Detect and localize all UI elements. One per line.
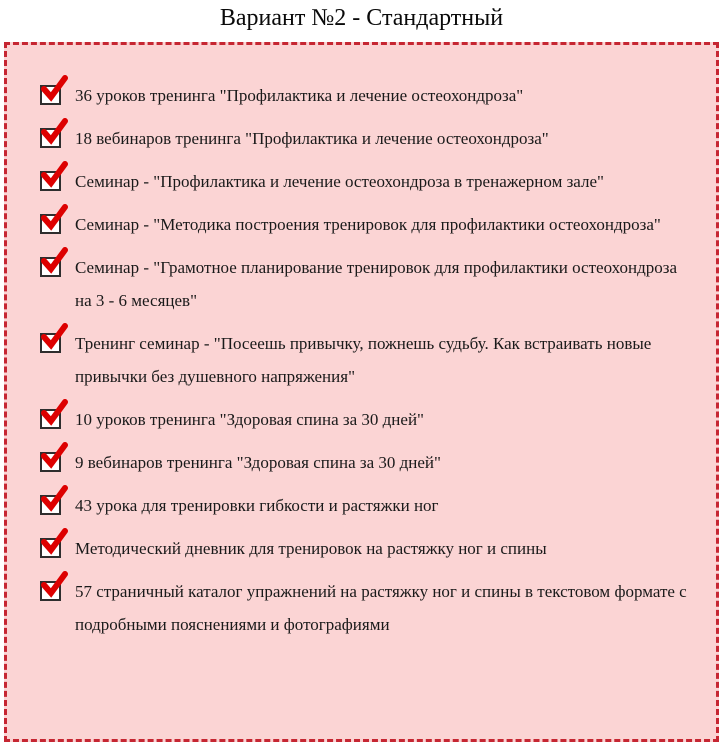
list-item bbox=[40, 122, 696, 155]
list-item-label: 10 уроков тренинга "Здоровая спина за 30 дней" bbox=[75, 410, 424, 429]
list-item-label: 57 страничный каталог упражнений на растяжку ног и спины в текстовом формате с подробными пояснениями и фотографиями bbox=[75, 582, 687, 634]
list-item-label: 43 урока для тренировки гибкости и растяжки ног bbox=[75, 496, 439, 515]
list-item-label: 36 уроков тренинга "Профилактика и лечение остеохондроза" bbox=[75, 86, 524, 105]
list-item-label: 18 вебинаров тренинга "Профилактика и лечение остеохондроза" bbox=[75, 129, 549, 148]
offer-panel bbox=[4, 42, 719, 742]
list-item bbox=[40, 208, 696, 241]
list-item bbox=[40, 489, 696, 522]
checked-checkbox-icon bbox=[40, 253, 66, 279]
red-check-mark-icon bbox=[41, 528, 68, 555]
checked-checkbox-icon bbox=[40, 577, 66, 603]
list-item-label: 9 вебинаров тренинга "Здоровая спина за 30 дней" bbox=[75, 453, 441, 472]
checked-checkbox-icon bbox=[40, 81, 66, 107]
list-item bbox=[40, 251, 696, 317]
red-check-mark-icon bbox=[41, 571, 68, 598]
list-item-label: Семинар - "Методика построения тренировок для профилактики остеохондроза" bbox=[75, 215, 661, 234]
list-item bbox=[40, 403, 696, 436]
red-check-mark-icon bbox=[41, 118, 68, 145]
checked-checkbox-icon bbox=[40, 491, 66, 517]
red-check-mark-icon bbox=[41, 247, 68, 274]
checked-checkbox-icon bbox=[40, 534, 66, 560]
list-item-label: Методический дневник для тренировок на растяжку ног и спины bbox=[75, 539, 547, 558]
red-check-mark-icon bbox=[41, 485, 68, 512]
list-item bbox=[40, 532, 696, 565]
checked-checkbox-icon bbox=[40, 448, 66, 474]
offer-list bbox=[7, 45, 716, 641]
list-item bbox=[40, 446, 696, 479]
list-item bbox=[40, 575, 696, 641]
checked-checkbox-icon bbox=[40, 124, 66, 150]
checked-checkbox-icon bbox=[40, 329, 66, 355]
checked-checkbox-icon bbox=[40, 405, 66, 431]
list-item bbox=[40, 165, 696, 198]
list-item bbox=[40, 327, 696, 393]
red-check-mark-icon bbox=[41, 204, 68, 231]
list-item-label: Тренинг семинар - "Посеешь привычку, пожнешь судьбу. Как встраивать новые привычки без душевного напряжения" bbox=[75, 334, 652, 386]
red-check-mark-icon bbox=[41, 323, 68, 350]
red-check-mark-icon bbox=[41, 399, 68, 426]
list-item-label: Семинар - "Профилактика и лечение остеохондроза в тренажерном зале" bbox=[75, 172, 604, 191]
red-check-mark-icon bbox=[41, 161, 68, 188]
red-check-mark-icon bbox=[41, 75, 68, 102]
list-item-label: Семинар - "Грамотное планирование тренировок для профилактики остеохондроза на 3 - 6 месяцев" bbox=[75, 258, 678, 310]
red-check-mark-icon bbox=[41, 442, 68, 469]
checked-checkbox-icon bbox=[40, 210, 66, 236]
checked-checkbox-icon bbox=[40, 167, 66, 193]
list-item bbox=[40, 79, 696, 112]
page-title: Вариант №2 - Стандартный bbox=[219, 5, 504, 31]
